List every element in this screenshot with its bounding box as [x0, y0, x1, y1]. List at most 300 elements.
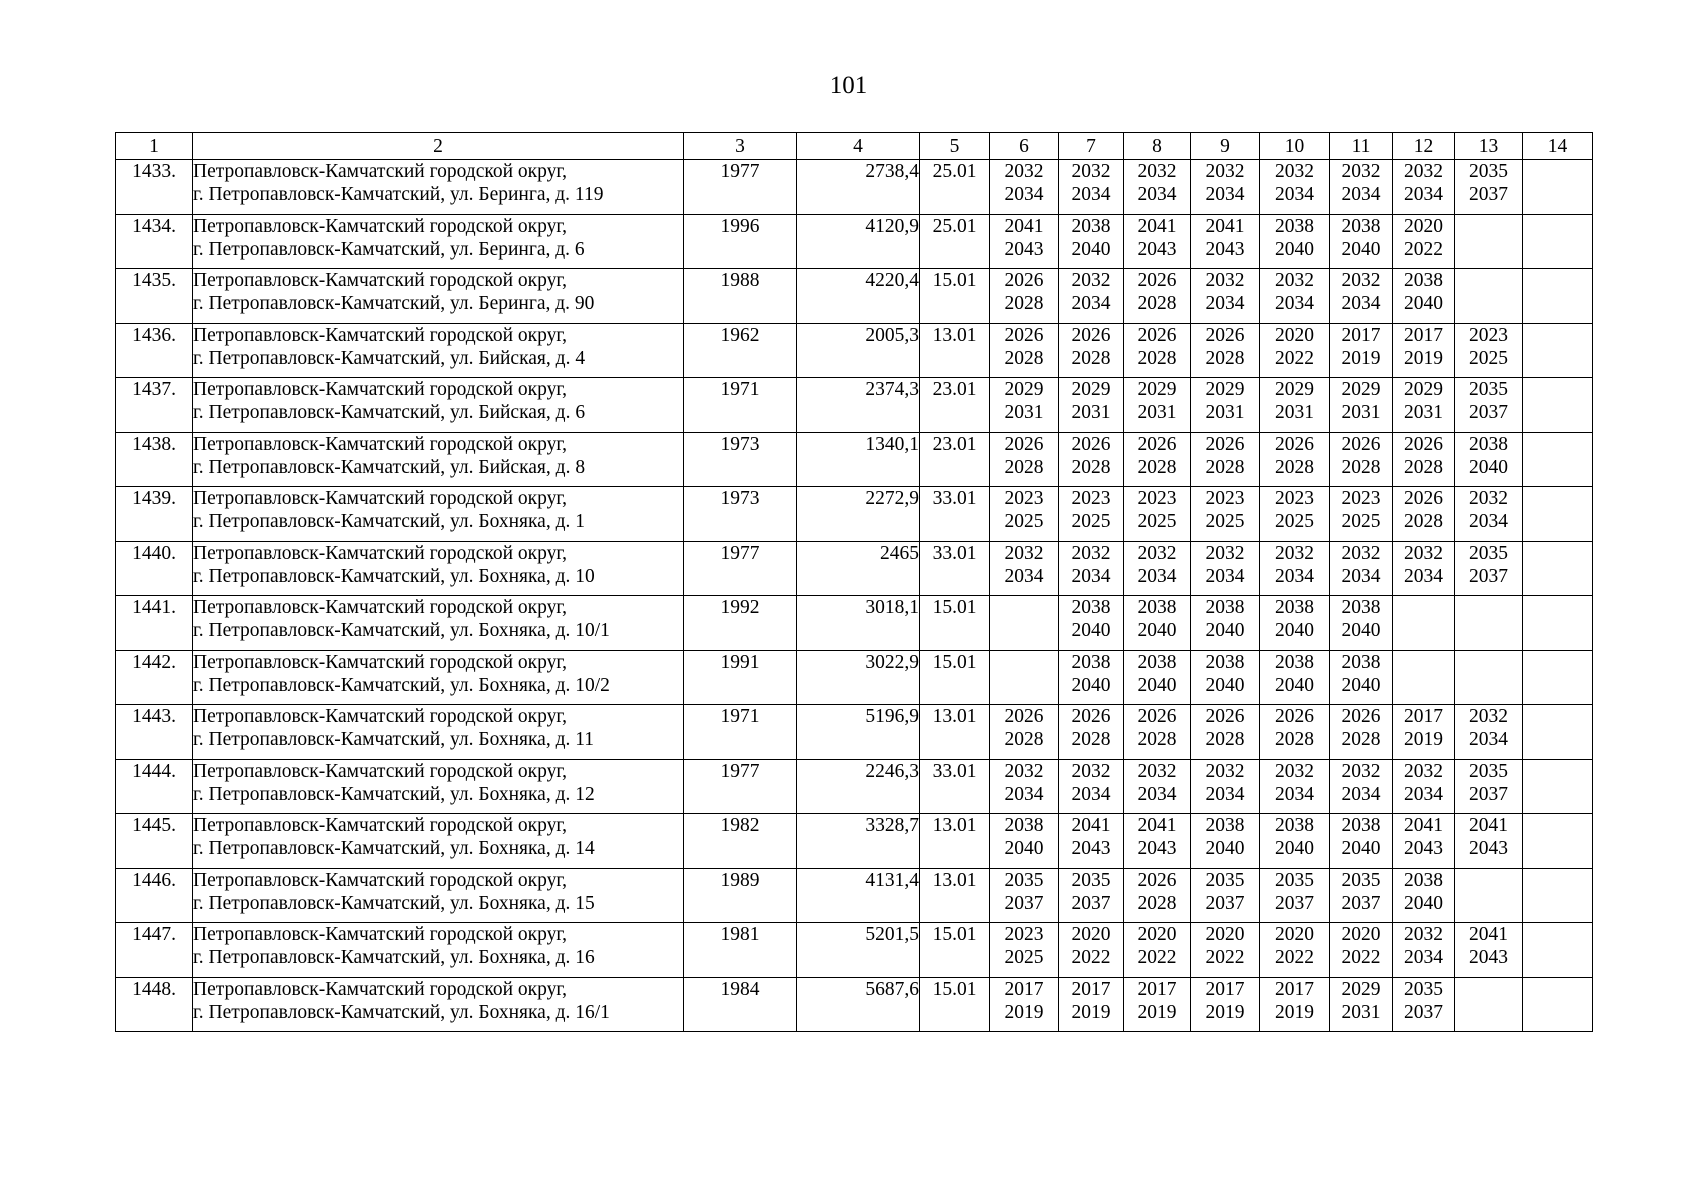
period-start-year: 2020: [1275, 924, 1314, 945]
period-end-year: 2025: [1205, 511, 1245, 532]
row-number: 1435.: [116, 269, 193, 324]
period-start-year: 2038: [1275, 597, 1314, 618]
period-start-year: 2023: [1275, 488, 1314, 509]
period-cell-col-13: [1455, 432, 1523, 487]
period-cell-col-8: [1124, 432, 1191, 487]
period-cell-col-11: [1330, 269, 1393, 324]
period-cell-col-13: [1455, 378, 1523, 433]
period-cell-col-8: [1124, 160, 1191, 215]
period-cell-col-11: [1330, 759, 1393, 814]
period-start-year: 2038: [1004, 815, 1044, 836]
period-cell-col-12: [1393, 323, 1455, 378]
period-cell-col-12: [1393, 868, 1455, 923]
period-start-year: 2038: [1205, 651, 1245, 673]
period-cell-col-10: [1260, 868, 1330, 923]
address-cell: [193, 596, 684, 651]
period-end-year: 2034: [1341, 565, 1381, 587]
build-year: 1996: [684, 214, 797, 269]
period-end-year: 2034: [1404, 184, 1443, 205]
row-number: 1439.: [116, 487, 193, 542]
address-line-district: Петропавловск-Камчатский городской округ,: [193, 924, 568, 945]
period-cell-col-6: [990, 323, 1059, 378]
period-cell-col-8: [1124, 541, 1191, 596]
table-row: [116, 596, 1593, 651]
period-cell-col-10: [1260, 596, 1330, 651]
period-end-year: 2034: [1137, 184, 1177, 205]
period-cell-col-12: [1393, 596, 1455, 651]
address-line-district: Петропавловск-Камчатский городской округ,: [193, 215, 568, 237]
period-start-year: 2032: [1004, 542, 1044, 564]
address-cell: [193, 814, 684, 869]
period-cell-col-14: [1523, 323, 1593, 378]
period-cell-col-14: [1523, 868, 1593, 923]
period-end-year: 2028: [1275, 729, 1314, 750]
total-area: 2272,9: [797, 487, 920, 542]
address-line-street: г. Петропавловск-Камчатский, ул. Бохняка, д. 10/2: [193, 674, 610, 696]
period-end-year: 2031: [1137, 402, 1177, 423]
period-end-year: 2019: [1275, 1001, 1314, 1023]
period-cell-col-9: [1191, 541, 1260, 596]
category-code: 33.01: [920, 487, 990, 542]
period-cell-col-11: [1330, 814, 1393, 869]
period-start-year: 2026: [1004, 433, 1044, 455]
address-line-street: г. Петропавловск-Камчатский, ул. Бохняка, д. 16/1: [193, 1001, 610, 1023]
build-year: 1971: [684, 378, 797, 433]
period-start-year: 2041: [1071, 815, 1111, 836]
period-cell-col-14: [1523, 596, 1593, 651]
address-line-street: г. Петропавловск-Камчатский, ул. Бийская, д. 6: [193, 402, 586, 423]
period-cell-col-10: [1260, 378, 1330, 433]
period-cell-col-6: [990, 814, 1059, 869]
table-row: [116, 160, 1593, 215]
category-code: 23.01: [920, 432, 990, 487]
period-cell-col-6: [990, 923, 1059, 978]
period-cell-col-12: [1393, 269, 1455, 324]
period-end-year: 2040: [1205, 838, 1245, 859]
period-end-year: 2031: [1071, 402, 1111, 423]
period-end-year: 2043: [1469, 838, 1508, 859]
period-start-year: 2032: [1469, 488, 1508, 509]
period-cell-col-6: [990, 160, 1059, 215]
period-cell-col-14: [1523, 160, 1593, 215]
period-end-year: 2031: [1205, 402, 1245, 423]
period-end-year: 2025: [1004, 511, 1044, 532]
period-start-year: 2023: [1137, 488, 1177, 509]
period-end-year: 2043: [1137, 838, 1177, 859]
period-cell-col-6: [990, 269, 1059, 324]
period-start-year: 2038: [1341, 651, 1381, 673]
address-cell: [193, 541, 684, 596]
period-cell-col-9: [1191, 705, 1260, 760]
period-cell-col-8: [1124, 596, 1191, 651]
total-area: 4120,9: [797, 214, 920, 269]
period-end-year: 2034: [1205, 184, 1245, 205]
period-end-year: 2022: [1071, 947, 1111, 968]
period-end-year: 2022: [1341, 947, 1381, 968]
category-code: 15.01: [920, 650, 990, 705]
period-cell-col-9: [1191, 323, 1260, 378]
period-cell-col-8: [1124, 814, 1191, 869]
total-area: 4131,4: [797, 868, 920, 923]
period-start-year: 2035: [1469, 161, 1508, 182]
period-end-year: 2034: [1469, 729, 1508, 750]
period-end-year: 2031: [1275, 402, 1314, 423]
period-cell-col-9: [1191, 759, 1260, 814]
period-cell-col-7: [1059, 160, 1124, 215]
period-end-year: 2025: [1071, 511, 1111, 532]
period-cell-col-13: [1455, 814, 1523, 869]
period-end-year: 2028: [1137, 347, 1177, 369]
address-line-street: г. Петропавловск-Камчатский, ул. Бохняка, д. 1: [193, 511, 585, 532]
period-end-year: 2025: [1341, 511, 1381, 532]
period-start-year: 2023: [1205, 488, 1245, 509]
period-start-year: 2017: [1404, 324, 1443, 346]
period-cell-col-13: [1455, 759, 1523, 814]
period-end-year: 2037: [1469, 402, 1508, 423]
period-end-year: 2028: [1071, 729, 1111, 750]
column-number-header-row: [116, 133, 1593, 160]
period-end-year: 2019: [1341, 347, 1381, 369]
period-cell-col-7: [1059, 269, 1124, 324]
build-year: 1971: [684, 705, 797, 760]
period-cell-col-6: [990, 759, 1059, 814]
period-end-year: 2040: [1275, 238, 1314, 260]
period-start-year: 2035: [1469, 379, 1508, 400]
period-start-year: 2035: [1341, 869, 1381, 891]
period-end-year: 2040: [1137, 620, 1177, 641]
period-start-year: 2032: [1404, 161, 1443, 182]
row-number: 1448.: [116, 977, 193, 1032]
period-end-year: 2034: [1341, 184, 1381, 205]
period-start-year: 2032: [1071, 161, 1111, 182]
period-start-year: 2035: [1469, 542, 1508, 564]
column-header-8: 8: [1124, 133, 1191, 160]
period-cell-col-9: [1191, 269, 1260, 324]
period-cell-col-12: [1393, 650, 1455, 705]
period-start-year: 2032: [1341, 542, 1381, 564]
total-area: 2738,4: [797, 160, 920, 215]
period-end-year: 2037: [1341, 892, 1381, 914]
period-start-year: 2026: [1071, 433, 1111, 455]
table-row: [116, 432, 1593, 487]
period-cell-col-11: [1330, 923, 1393, 978]
period-end-year: 2034: [1205, 565, 1245, 587]
period-cell-col-9: [1191, 814, 1260, 869]
category-code: 23.01: [920, 378, 990, 433]
period-cell-col-9: [1191, 487, 1260, 542]
period-cell-col-7: [1059, 868, 1124, 923]
period-end-year: 2019: [1205, 1001, 1245, 1023]
period-end-year: 2028: [1137, 293, 1177, 314]
period-start-year: 2026: [1137, 869, 1177, 891]
period-start-year: 2032: [1071, 542, 1111, 564]
period-cell-col-7: [1059, 923, 1124, 978]
period-cell-col-11: [1330, 323, 1393, 378]
period-cell-col-14: [1523, 487, 1593, 542]
row-number: 1434.: [116, 214, 193, 269]
period-cell-col-14: [1523, 814, 1593, 869]
period-end-year: 2040: [1137, 674, 1177, 696]
period-start-year: 2038: [1404, 270, 1443, 291]
address-cell: [193, 977, 684, 1032]
address-line-district: Петропавловск-Камчатский городской округ,: [193, 978, 568, 1000]
period-end-year: 2040: [1071, 674, 1111, 696]
period-start-year: 2038: [1275, 815, 1314, 836]
category-code: 33.01: [920, 541, 990, 596]
period-end-year: 2043: [1071, 838, 1111, 859]
period-start-year: 2029: [1341, 978, 1381, 1000]
column-header-4: 4: [797, 133, 920, 160]
table-row: [116, 214, 1593, 269]
column-header-10: 10: [1260, 133, 1330, 160]
period-cell-col-6: [990, 650, 1059, 705]
period-start-year: 2026: [1071, 324, 1111, 346]
period-end-year: 2034: [1275, 783, 1314, 805]
total-area: 1340,1: [797, 432, 920, 487]
period-cell-col-11: [1330, 214, 1393, 269]
period-cell-col-11: [1330, 378, 1393, 433]
address-line-district: Петропавловск-Камчатский городской округ,: [193, 542, 568, 564]
period-cell-col-7: [1059, 977, 1124, 1032]
period-start-year: 2026: [1004, 270, 1044, 291]
build-year: 1989: [684, 868, 797, 923]
period-start-year: 2035: [1404, 978, 1443, 1000]
address-cell: [193, 432, 684, 487]
period-start-year: 2017: [1341, 324, 1381, 346]
period-cell-col-8: [1124, 269, 1191, 324]
period-cell-col-10: [1260, 487, 1330, 542]
period-end-year: 2019: [1137, 1001, 1177, 1023]
period-start-year: 2026: [1137, 270, 1177, 291]
period-cell-col-10: [1260, 977, 1330, 1032]
period-end-year: 2028: [1341, 729, 1381, 750]
address-line-street: г. Петропавловск-Камчатский, ул. Бохняка, д. 14: [193, 838, 595, 859]
period-end-year: 2037: [1469, 565, 1508, 587]
period-start-year: 2020: [1137, 924, 1177, 945]
row-number: 1442.: [116, 650, 193, 705]
period-start-year: 2038: [1341, 815, 1381, 836]
period-end-year: 2028: [1137, 729, 1177, 750]
period-end-year: 2034: [1071, 565, 1111, 587]
row-number: 1440.: [116, 541, 193, 596]
period-start-year: 2038: [1275, 651, 1314, 673]
period-end-year: 2040: [1469, 456, 1508, 478]
period-start-year: 2032: [1341, 760, 1381, 782]
period-cell-col-10: [1260, 650, 1330, 705]
period-end-year: 2025: [1004, 947, 1044, 968]
row-number: 1447.: [116, 923, 193, 978]
period-end-year: 2034: [1275, 184, 1314, 205]
period-end-year: 2034: [1137, 565, 1177, 587]
period-start-year: 2020: [1275, 324, 1314, 346]
period-end-year: 2028: [1404, 456, 1443, 478]
period-end-year: 2028: [1275, 456, 1314, 478]
period-cell-col-7: [1059, 323, 1124, 378]
period-cell-col-10: [1260, 705, 1330, 760]
row-number: 1441.: [116, 596, 193, 651]
period-end-year: 2031: [1004, 402, 1044, 423]
period-start-year: 2038: [1341, 215, 1381, 237]
address-cell: [193, 650, 684, 705]
category-code: 15.01: [920, 923, 990, 978]
period-start-year: 2026: [1205, 324, 1245, 346]
period-end-year: 2040: [1205, 620, 1245, 641]
period-end-year: 2034: [1275, 293, 1314, 314]
period-start-year: 2017: [1071, 978, 1111, 1000]
period-start-year: 2026: [1275, 706, 1314, 727]
period-start-year: 2017: [1205, 978, 1245, 1000]
period-start-year: 2041: [1137, 815, 1177, 836]
period-start-year: 2026: [1004, 706, 1044, 727]
period-end-year: 2040: [1341, 238, 1381, 260]
period-cell-col-11: [1330, 160, 1393, 215]
period-end-year: 2022: [1275, 947, 1314, 968]
period-cell-col-13: [1455, 596, 1523, 651]
period-cell-col-6: [990, 487, 1059, 542]
period-cell-col-7: [1059, 214, 1124, 269]
period-cell-col-11: [1330, 432, 1393, 487]
period-end-year: 2037: [1205, 892, 1245, 914]
category-code: 13.01: [920, 323, 990, 378]
period-start-year: 2029: [1137, 379, 1177, 400]
period-cell-col-12: [1393, 541, 1455, 596]
period-cell-col-6: [990, 596, 1059, 651]
period-cell-col-14: [1523, 977, 1593, 1032]
build-year: 1962: [684, 323, 797, 378]
period-start-year: 2026: [1071, 706, 1111, 727]
period-end-year: 2034: [1004, 783, 1044, 805]
period-cell-col-13: [1455, 160, 1523, 215]
column-header-9: 9: [1191, 133, 1260, 160]
period-end-year: 2022: [1275, 347, 1314, 369]
address-line-district: Петропавловск-Камчатский городской округ,: [193, 488, 568, 509]
column-header-13: 13: [1455, 133, 1523, 160]
address-cell: [193, 378, 684, 433]
period-end-year: 2028: [1137, 892, 1177, 914]
table-row: [116, 868, 1593, 923]
build-year: 1977: [684, 541, 797, 596]
period-cell-col-11: [1330, 705, 1393, 760]
period-cell-col-8: [1124, 487, 1191, 542]
page-number: 101: [829, 72, 868, 99]
period-cell-col-7: [1059, 814, 1124, 869]
period-start-year: 2026: [1404, 488, 1443, 509]
period-end-year: 2028: [1137, 456, 1177, 478]
period-start-year: 2020: [1071, 924, 1111, 945]
period-start-year: 2023: [1071, 488, 1111, 509]
build-year: 1973: [684, 432, 797, 487]
period-start-year: 2026: [1404, 433, 1443, 455]
period-cell-col-10: [1260, 814, 1330, 869]
period-start-year: 2041: [1469, 815, 1508, 836]
period-start-year: 2032: [1275, 760, 1314, 782]
period-start-year: 2032: [1469, 706, 1508, 727]
address-line-district: Петропавловск-Камчатский городской округ,: [193, 270, 568, 291]
address-cell: [193, 214, 684, 269]
period-start-year: 2035: [1004, 869, 1044, 891]
address-cell: [193, 269, 684, 324]
address-line-street: г. Петропавловск-Камчатский, ул. Бийская, д. 4: [193, 347, 586, 369]
period-cell-col-8: [1124, 759, 1191, 814]
period-end-year: 2034: [1004, 184, 1044, 205]
period-cell-col-9: [1191, 432, 1260, 487]
build-year: 1981: [684, 923, 797, 978]
column-header-3: 3: [684, 133, 797, 160]
period-start-year: 2038: [1404, 869, 1443, 891]
period-end-year: 2034: [1404, 565, 1443, 587]
period-end-year: 2028: [1004, 729, 1044, 750]
period-cell-col-9: [1191, 596, 1260, 651]
column-header-6: 6: [990, 133, 1059, 160]
row-number: 1443.: [116, 705, 193, 760]
period-cell-col-9: [1191, 214, 1260, 269]
period-end-year: 2031: [1404, 402, 1443, 423]
period-cell-col-13: [1455, 977, 1523, 1032]
period-cell-col-12: [1393, 160, 1455, 215]
period-end-year: 2019: [1004, 1001, 1044, 1023]
period-cell-col-12: [1393, 378, 1455, 433]
period-start-year: 2032: [1275, 270, 1314, 291]
period-start-year: 2041: [1205, 215, 1245, 237]
period-cell-col-9: [1191, 650, 1260, 705]
total-area: 5687,6: [797, 977, 920, 1032]
period-cell-col-7: [1059, 705, 1124, 760]
period-cell-col-13: [1455, 214, 1523, 269]
period-cell-col-14: [1523, 214, 1593, 269]
period-end-year: 2028: [1341, 456, 1381, 478]
period-end-year: 2022: [1205, 947, 1245, 968]
period-end-year: 2031: [1341, 1001, 1381, 1023]
period-cell-col-12: [1393, 705, 1455, 760]
period-cell-col-13: [1455, 923, 1523, 978]
period-cell-col-10: [1260, 759, 1330, 814]
period-cell-col-9: [1191, 378, 1260, 433]
category-code: 25.01: [920, 214, 990, 269]
period-start-year: 2032: [1004, 161, 1044, 182]
period-start-year: 2023: [1469, 324, 1508, 346]
period-start-year: 2026: [1205, 706, 1245, 727]
address-line-street: г. Петропавловск-Камчатский, ул. Бохняка, д. 12: [193, 783, 595, 805]
period-end-year: 2037: [1469, 184, 1508, 205]
period-start-year: 2032: [1137, 161, 1177, 182]
address-cell: [193, 487, 684, 542]
period-end-year: 2019: [1071, 1001, 1111, 1023]
period-cell-col-14: [1523, 759, 1593, 814]
period-end-year: 2019: [1404, 347, 1443, 369]
period-end-year: 2034: [1071, 184, 1111, 205]
row-number: 1444.: [116, 759, 193, 814]
address-line-district: Петропавловск-Камчатский городской округ,: [193, 869, 568, 891]
period-start-year: 2020: [1205, 924, 1245, 945]
period-start-year: 2026: [1205, 433, 1245, 455]
period-start-year: 2032: [1205, 161, 1245, 182]
period-cell-col-11: [1330, 541, 1393, 596]
period-cell-col-8: [1124, 705, 1191, 760]
row-number: 1437.: [116, 378, 193, 433]
period-cell-col-8: [1124, 650, 1191, 705]
period-start-year: 2032: [1341, 161, 1381, 182]
address-line-street: г. Петропавловск-Камчатский, ул. Бохняка, д. 10: [193, 565, 595, 587]
address-line-district: Петропавловск-Камчатский городской округ,: [193, 597, 568, 618]
period-cell-col-8: [1124, 977, 1191, 1032]
table-row: [116, 541, 1593, 596]
period-start-year: 2032: [1205, 542, 1245, 564]
address-cell: [193, 923, 684, 978]
period-start-year: 2017: [1275, 978, 1314, 1000]
table-row: [116, 323, 1593, 378]
address-line-street: г. Петропавловск-Камчатский, ул. Бохняка, д. 10/1: [193, 620, 610, 641]
period-cell-col-14: [1523, 923, 1593, 978]
